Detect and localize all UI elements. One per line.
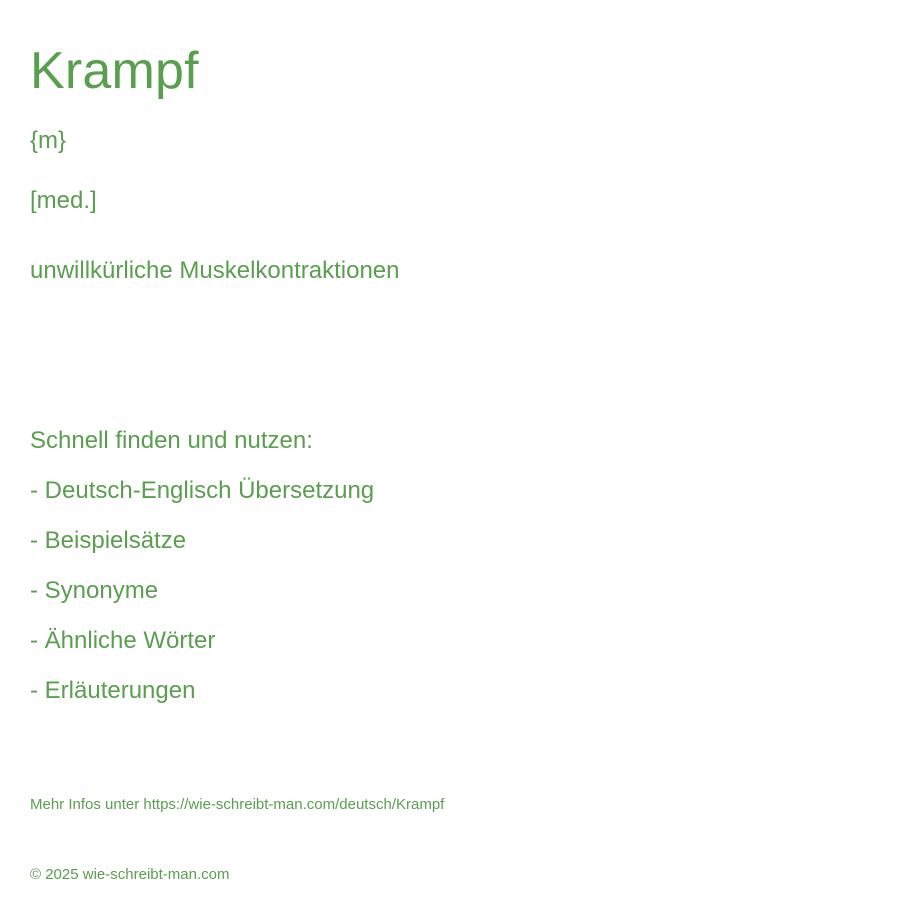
feature-item-similar-words: - Ähnliche Wörter xyxy=(30,627,216,654)
features-heading: Schnell finden und nutzen: xyxy=(30,427,313,454)
entry-word: Krampf xyxy=(30,42,199,100)
feature-item-translation: - Deutsch-Englisch Übersetzung xyxy=(30,477,375,504)
subject-domain: [med.] xyxy=(30,187,97,214)
more-info-text: Mehr Infos unter https://wie-schreibt-man.com/deutsch/Krampf xyxy=(30,796,445,813)
copyright-text: © 2025 wie-schreibt-man.com xyxy=(30,866,230,883)
feature-item-explanations: - Erläuterungen xyxy=(30,677,196,704)
feature-item-example-sentences: - Beispielsätze xyxy=(30,527,187,554)
feature-item-synonyms: - Synonyme xyxy=(30,577,159,604)
entry-definition: unwillkürliche Muskelkontraktionen xyxy=(30,257,400,284)
features-list xyxy=(30,426,374,726)
grammatical-gender: {m} xyxy=(30,127,67,154)
